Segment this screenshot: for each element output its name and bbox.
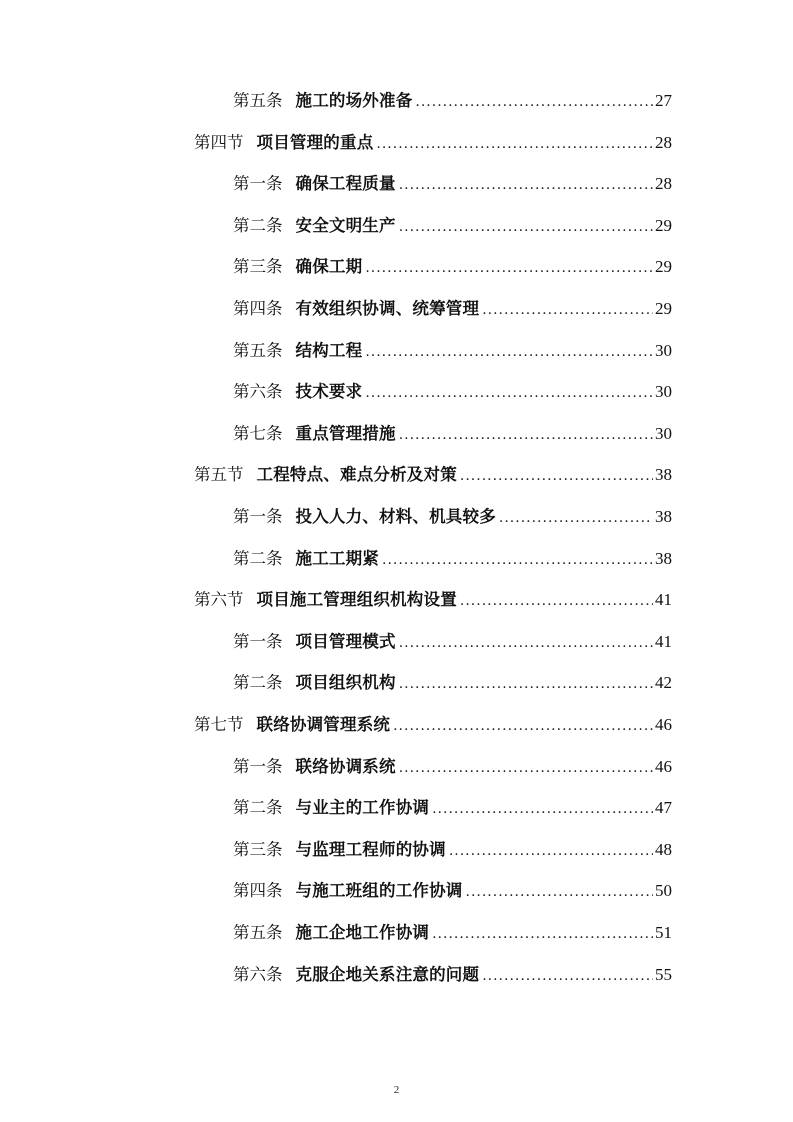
toc-entry-page-number: 41 xyxy=(655,590,672,610)
toc-entry-number: 第七节 xyxy=(194,715,244,734)
toc-entry-page-number: 46 xyxy=(655,715,672,734)
toc-entry-number: 第三条 xyxy=(233,839,283,859)
toc-dot-leader xyxy=(399,214,653,240)
toc-entry-page-number: 51 xyxy=(655,923,672,942)
toc-entry-number: 第六条 xyxy=(233,382,283,402)
toc-entry-title: 与施工班组的工作协调 xyxy=(295,881,463,901)
toc-dot-leader xyxy=(482,963,653,989)
toc-entry-title: 项目管理的重点 xyxy=(256,132,374,152)
toc-dot-leader xyxy=(449,838,653,864)
toc-entry-title: 确保工程质量 xyxy=(295,174,396,194)
toc-entry-page-number: 29 xyxy=(655,215,672,235)
toc-entry-number: 第六条 xyxy=(233,964,283,984)
toc-entry-number: 第七条 xyxy=(233,423,283,443)
toc-dot-leader xyxy=(499,505,653,531)
toc-entry-page-number: 41 xyxy=(655,631,672,651)
toc-dot-leader xyxy=(460,588,653,614)
toc-entry-page-number: 47 xyxy=(655,798,672,818)
toc-dot-leader xyxy=(466,879,654,905)
toc-entry-title: 有效组织协调、统筹管理 xyxy=(295,299,480,318)
toc-entry-title: 投入人力、材料、机具较多 xyxy=(295,507,496,526)
page-number: 2 xyxy=(393,1084,400,1096)
toc-entry-page-number: 27 xyxy=(655,91,672,110)
toc-entry-title: 结构工程 xyxy=(295,340,363,360)
toc-dot-leader xyxy=(365,255,653,281)
toc-dot-leader xyxy=(482,297,653,323)
toc-entry-title: 克服企地关系注意的问题 xyxy=(295,964,480,984)
toc-entry-title: 项目管理模式 xyxy=(295,631,396,651)
toc-dot-leader xyxy=(432,796,653,822)
toc-article-entry[interactable] xyxy=(233,213,672,239)
toc-entry-page-number: 28 xyxy=(655,174,672,194)
toc-dot-leader xyxy=(382,547,653,573)
toc-entry-number: 第五节 xyxy=(194,465,244,485)
toc-dot-leader xyxy=(365,380,653,406)
toc-article-entry[interactable] xyxy=(233,379,672,405)
toc-entry-page-number: 38 xyxy=(655,548,672,568)
toc-entry-number: 第一条 xyxy=(233,631,283,651)
toc-entry-page-number: 48 xyxy=(655,839,672,859)
toc-article-entry[interactable] xyxy=(233,878,672,904)
toc-section-entry[interactable] xyxy=(194,712,672,738)
toc-entry-title: 与监理工程师的协调 xyxy=(295,839,446,859)
toc-entry-number: 第一条 xyxy=(233,174,283,194)
toc-entry-page-number: 30 xyxy=(655,423,672,443)
toc-entry-title: 重点管理措施 xyxy=(295,423,396,443)
toc-dot-leader xyxy=(376,131,653,157)
toc-entry-number: 第二条 xyxy=(233,548,283,568)
toc-section-entry[interactable] xyxy=(194,587,672,613)
toc-article-entry[interactable] xyxy=(233,546,672,572)
toc-entry-number: 第二条 xyxy=(233,798,283,818)
toc-entry-title: 与业主的工作协调 xyxy=(295,798,430,818)
toc-entry-title: 技术要求 xyxy=(295,382,363,402)
toc-entry-number: 第一条 xyxy=(233,756,283,776)
toc-entry-page-number: 50 xyxy=(655,881,672,901)
toc-dot-leader xyxy=(415,89,653,115)
toc-entry-number: 第六节 xyxy=(194,590,244,610)
toc-entry-title: 项目组织机构 xyxy=(295,673,396,693)
toc-article-entry[interactable] xyxy=(233,754,672,780)
toc-entry-number: 第一条 xyxy=(233,507,283,526)
toc-entry-page-number: 29 xyxy=(655,257,672,277)
toc-entry-number: 第四节 xyxy=(194,132,244,152)
toc-article-entry[interactable] xyxy=(233,421,672,447)
toc-entry-title: 联络协调系统 xyxy=(295,756,396,776)
toc-entry-page-number: 46 xyxy=(655,756,672,776)
toc-entry-page-number: 38 xyxy=(655,507,672,526)
toc-entry-number: 第二条 xyxy=(233,673,283,693)
toc-entry-number: 第四条 xyxy=(233,881,283,901)
toc-entry-page-number: 42 xyxy=(655,673,672,693)
toc-dot-leader xyxy=(399,422,653,448)
toc-entry-title: 工程特点、难点分析及对策 xyxy=(256,465,457,485)
toc-dot-leader xyxy=(365,339,653,365)
toc-article-entry[interactable] xyxy=(233,795,672,821)
toc-dot-leader xyxy=(399,172,653,198)
toc-entry-number: 第四条 xyxy=(233,299,283,318)
toc-entry-title: 联络协调管理系统 xyxy=(256,715,391,734)
toc-entry-title: 施工工期紧 xyxy=(295,548,379,568)
toc-article-entry[interactable] xyxy=(233,920,672,946)
toc-dot-leader xyxy=(399,755,653,781)
toc-entry-title: 安全文明生产 xyxy=(295,215,396,235)
toc-entry-title: 项目施工管理组织机构设置 xyxy=(256,590,457,610)
toc-article-entry[interactable] xyxy=(233,670,672,696)
toc-section-entry[interactable] xyxy=(194,130,672,156)
toc-article-entry[interactable] xyxy=(233,629,672,655)
toc-entry-title: 确保工期 xyxy=(295,257,363,277)
toc-dot-leader xyxy=(399,630,653,656)
toc-dot-leader xyxy=(432,921,653,947)
toc-entry-title: 施工的场外准备 xyxy=(295,91,413,110)
toc-article-entry[interactable] xyxy=(233,88,672,114)
toc-entry-number: 第五条 xyxy=(233,923,283,942)
toc-entry-page-number: 28 xyxy=(655,132,672,152)
toc-entry-page-number: 30 xyxy=(655,340,672,360)
toc-article-entry[interactable] xyxy=(233,254,672,280)
toc-entry-number: 第五条 xyxy=(233,91,283,110)
toc-article-entry[interactable] xyxy=(233,837,672,863)
toc-dot-leader xyxy=(460,463,653,489)
toc-section-entry[interactable] xyxy=(194,462,672,488)
toc-entry-page-number: 38 xyxy=(655,465,672,485)
toc-entry-title: 施工企地工作协调 xyxy=(295,923,430,942)
toc-article-entry[interactable] xyxy=(233,504,672,530)
toc-article-entry[interactable] xyxy=(233,171,672,197)
toc-article-entry[interactable] xyxy=(233,296,672,322)
toc-entry-number: 第二条 xyxy=(233,215,283,235)
toc-dot-leader xyxy=(393,713,653,739)
toc-article-entry[interactable] xyxy=(233,338,672,364)
toc-entry-page-number: 55 xyxy=(655,964,672,984)
toc-dot-leader xyxy=(399,671,653,697)
toc-entry-number: 第五条 xyxy=(233,340,283,360)
toc-entry-page-number: 29 xyxy=(655,299,672,318)
toc-entry-page-number: 30 xyxy=(655,382,672,402)
toc-article-entry[interactable] xyxy=(233,962,672,988)
toc-entry-number: 第三条 xyxy=(233,257,283,277)
